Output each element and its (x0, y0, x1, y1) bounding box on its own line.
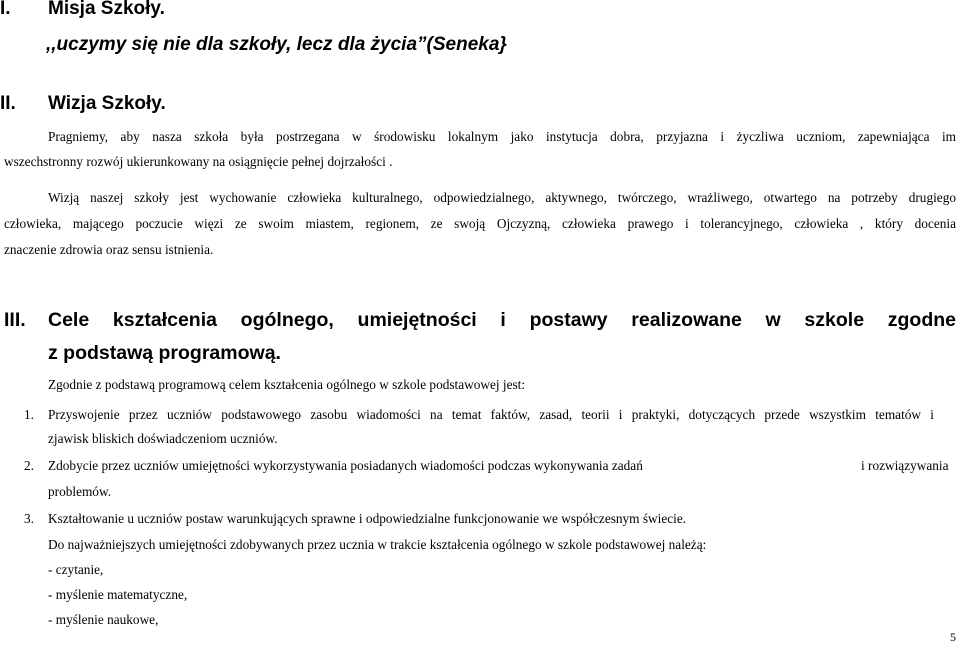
skill-item-scientific-thinking: - myślenie naukowe, (48, 612, 159, 627)
section-2-heading (0, 93, 166, 115)
section-1-title: Misja Szkoły. (48, 0, 165, 19)
section-3-number: III. (4, 309, 26, 331)
goal-2-number: 2. (24, 458, 34, 473)
goal-3-line-1: Kształtowanie u uczniów postaw warunkujących sprawne i odpowiedzialne funkcjonowanie we współczesnym świecie. (48, 511, 687, 526)
vision-paragraph-2-line-3: znaczenie zdrowia oraz sensu istnienia. (4, 242, 214, 257)
vision-paragraph-1-line-2: wszechstronny rozwój ukierunkowany na osiągnięcie pełnej dojrzałości . (4, 154, 393, 169)
vision-paragraph-1-line-1: Pragniemy, aby nasza szkoła była postrzegana w środowisku lokalnym jako instytucja dobra, przyjazna i życzliwa uczniom, zapewniająca im (48, 129, 956, 144)
section-2-number: II. (0, 93, 16, 114)
vision-paragraph-2-line-1: Wizją naszej szkoły jest wychowanie człowieka kulturalnego, odpowiedzialnego, aktywnego, twórczego, wrażliwego, otwartego na potrzeby drugiego (48, 190, 956, 205)
goal-1-line-2: zjawisk bliskich doświadczeniom uczniów. (48, 431, 278, 446)
goals-intro: Zgodnie z podstawą programową celem kształcenia ogólnego w szkole podstawowej jest: (48, 377, 526, 392)
goal-1-line-1: Przyswojenie przez uczniów podstawowego zasobu wiadomości na temat faktów, zasad, teorii i praktyki, dotyczących przede wszystkim tematów i (48, 407, 934, 422)
vision-paragraph-2-line-2: człowieka, mającego poczucie więzi ze swoim miastem, regionem, ze swoją Ojczyzną, człowieka prawego i tolerancyjnego, człowieka , który docenia (4, 216, 956, 231)
skill-item-math-thinking: - myślenie matematyczne, (48, 587, 188, 602)
skills-intro: Do najważniejszych umiejętności zdobywanych przez ucznia w trakcie kształcenia ogólnego w szkole podstawowej należą: (48, 537, 707, 552)
goal-2-line-2: problemów. (48, 484, 112, 499)
section-1-heading (0, 0, 165, 20)
goal-3-number: 3. (24, 511, 34, 526)
page-number: 5 (950, 630, 956, 644)
section-3-title-line-2: z podstawą programową. (48, 342, 281, 364)
section-1-number: I. (0, 0, 11, 19)
section-2-title: Wizja Szkoły. (48, 93, 166, 114)
motto: ,,uczymy się nie dla szkoły, lecz dla życia”(Seneka} (46, 34, 507, 55)
goal-2-line-1a: Zdobycie przez uczniów umiejętności wykorzystywania posiadanych wiadomości podczas wykonywania zadań (48, 458, 643, 473)
section-3-title-line-1: Cele kształcenia ogólnego, umiejętności i postawy realizowane w szkole zgodne (48, 309, 956, 331)
goal-1-number: 1. (24, 407, 34, 422)
skill-item-reading: - czytanie, (48, 562, 104, 577)
goal-2-line-1b: i rozwiązywania (861, 458, 949, 473)
